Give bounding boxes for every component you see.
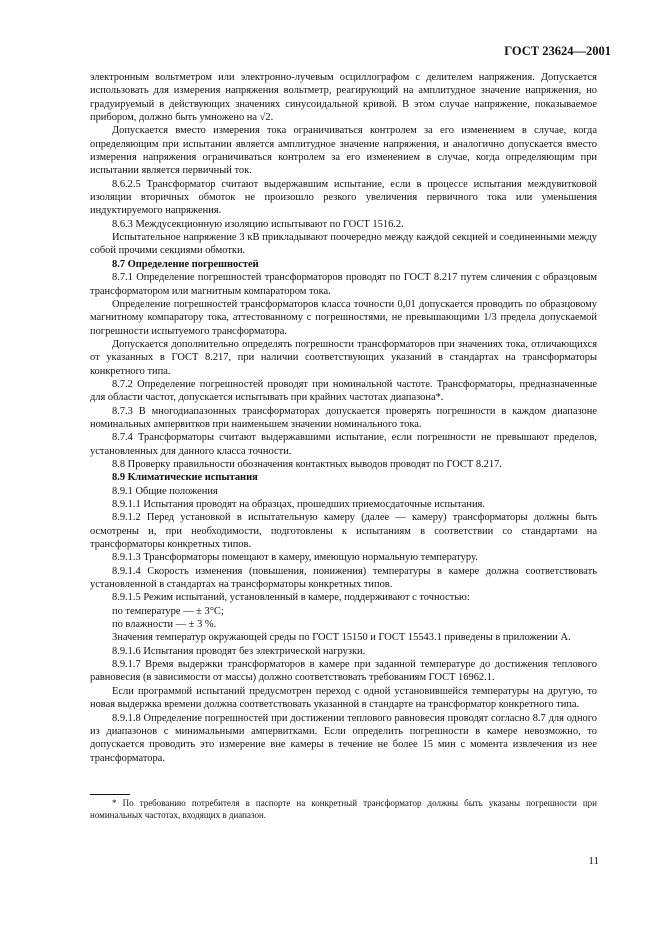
paragraph: по влажности — ± 3 %. bbox=[112, 619, 217, 631]
page-number: 11 bbox=[588, 855, 599, 867]
paragraph: Допускается вместо измерения тока ограничиваться контролем за его изменением в случае, когда определяющим при испытании является амплитудное значение напряжения, и аналогично допускается вместо измерения напряжения ограничиваться контролем за его изменением в случае, когда определяющим при испытании является первичный ток. bbox=[90, 125, 597, 177]
paragraph: 8.8 Проверку правильности обозначения контактных выводов проводят по ГОСТ 8.217. bbox=[112, 458, 502, 470]
paragraph: 8.9.1.2 Перед установкой в испытательную камеру (далее — камеру) трансформаторы должны быть осмотрены и, при необходимости, подготовлены к испытаниям в соответствии со стандартами на трансформаторы конкретных типов. bbox=[90, 512, 597, 551]
paragraph: 8.9.1.5 Режим испытаний, установленный в камере, поддерживают с точностью: bbox=[112, 592, 470, 604]
document-body bbox=[90, 71, 597, 765]
paragraph: Определение погрешностей трансформаторов класса точности 0,01 допускается проводить по образцовому магнитному компаратору тока, аттестованному с погрешностями, не превышающими 1/3 предела допускаемой погрешности испытуемого трансформатора. bbox=[90, 298, 597, 337]
paragraph: 8.7.1 Определение погрешностей трансформаторов проводят по ГОСТ 8.217 путем сличения с образцовым трансформатором или магнитным компаратором тока. bbox=[90, 272, 597, 297]
paragraph: 8.7.2 Определение погрешностей проводят при номинальной частоте. Трансформаторы, предназначенные для области частот, допускается испытывать при крайних частотах диапазона*. bbox=[90, 378, 597, 404]
paragraph: Допускается дополнительно определять погрешности трансформаторов при значениях тока, отличающихся от указанных в ГОСТ 8.217, при наличии соответствующих указаний в стандартах на трансформаторы конкретного типа. bbox=[90, 338, 597, 377]
footnote-divider bbox=[90, 794, 130, 795]
section-heading: 8.9 Климатические испытания bbox=[112, 472, 258, 484]
paragraph: 8.9.1 Общие положения bbox=[112, 485, 218, 497]
paragraph: по температуре — ± 3°С; bbox=[112, 605, 224, 617]
paragraph: 8.6.3 Междусекционную изоляцию испытывают по ГОСТ 1516.2. bbox=[112, 218, 404, 230]
paragraph: 8.9.1.8 Определение погрешностей при достижении теплового равновесия проводят согласно 8.7 для одного из диапазонов с минимальными ампервитками. Если определить погрешности в камере невозможно, то допускается проводить это измерение вне камеры в течение не более 15 мин с момента извлечения из нее трансформатора. bbox=[90, 712, 597, 764]
paragraph: 8.6.2.5 Трансформатор считают выдержавшим испытание, если в процессе испытания междувитковой изоляции вторичных обмоток не произошло резкого увеличения первичного тока или уменьшения индуктируемого напряжения. bbox=[90, 178, 597, 217]
paragraph: 8.9.1.1 Испытания проводят на образцах, прошедших приемосдаточные испытания. bbox=[112, 499, 485, 510]
section-heading: 8.7 Определение погрешностей bbox=[112, 258, 259, 270]
document-header: ГОСТ 23624—2001 bbox=[504, 44, 611, 58]
paragraph: Значения температур окружающей среды по ГОСТ 15150 и ГОСТ 15543.1 приведены в приложении А. bbox=[112, 632, 571, 644]
paragraph: 8.7.4 Трансформаторы считают выдержавшими испытание, если погрешности не превышают пределов, установленных для данного класса точности. bbox=[90, 432, 597, 457]
paragraph: Испытательное напряжение 3 кВ прикладывают поочередно между каждой секцией и соединенными между собой прочими секциями обмотки. bbox=[90, 232, 597, 257]
paragraph: 8.9.1.3 Трансформаторы помещают в камеру, имеющую нормальную температуру. bbox=[112, 552, 478, 564]
footnote: * По требованию потребителя в паспорте на конкретный трансформатор должны быть указаны погрешности при номинальных частотах, входящих в диапазон. bbox=[90, 798, 597, 820]
paragraph: 8.7.3 В многодиапазонных трансформаторах допускается проверять погрешности в каждом диапазоне номинальных ампервитков при наименьшем значении номинального тока. bbox=[90, 405, 597, 430]
paragraph: 8.9.1.4 Скорость изменения (повышения, понижения) температуры в камере должна соответствовать установленной в стандартах на трансформаторы конкретных типов. bbox=[90, 565, 597, 591]
paragraph: электронным вольтметром или электронно-лучевым осциллографом с делителем напряжения. Допускается использовать для измерения напряжения вольтметр, реагирующий на амплитудное значение напряжения, но градуируемый в действующих значениях синусоидальной кривой. В этом случае напряжение, показываемое прибором, должно быть умножено на √2. bbox=[90, 72, 597, 124]
paragraph: 8.9.1.7 Время выдержки трансформаторов в камере при заданной температуре до достижения теплового равновесия (в зависимости от массы) должно соответствовать требованиям ГОСТ 16962.1. bbox=[90, 659, 597, 684]
paragraph: 8.9.1.6 Испытания проводят без электрической нагрузки. bbox=[112, 645, 366, 657]
paragraph: Если программой испытаний предусмотрен переход с одной установившейся температуры на другую, то новая выдержка времени должна соответствовать указанной в стандарте на трансформатор конкретного типа. bbox=[90, 685, 597, 711]
